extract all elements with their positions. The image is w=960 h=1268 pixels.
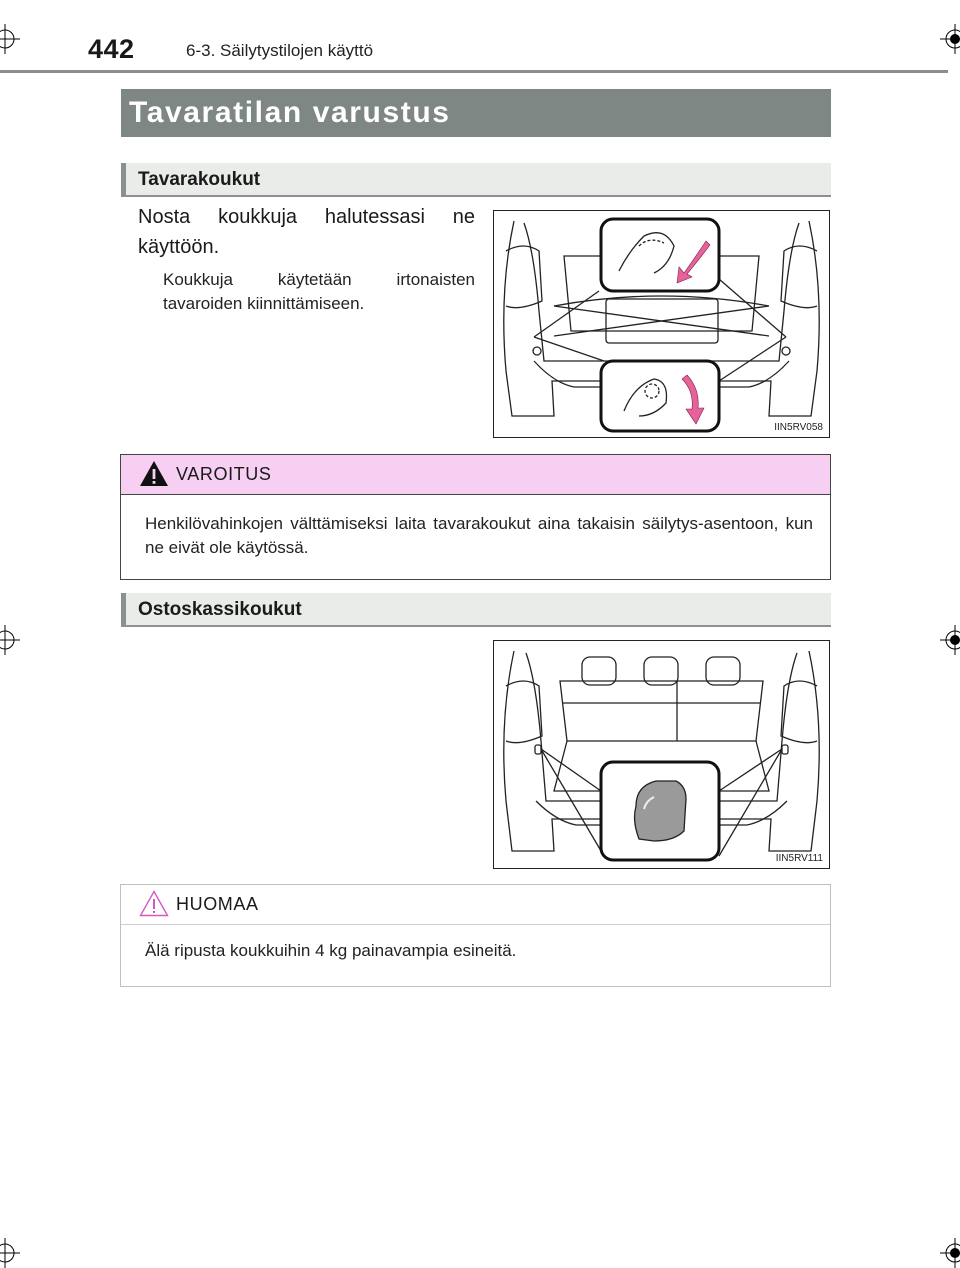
warning-box: [120, 454, 831, 580]
registration-mark: [0, 1238, 20, 1268]
figure-bag-hooks: [493, 640, 830, 869]
cargo-area-seats-illustration: [494, 641, 829, 868]
figure-code: IIN5RV058: [774, 422, 823, 433]
note-label: HUOMAA: [176, 894, 259, 914]
caution-triangle-icon: [139, 890, 169, 917]
section-heading-bag-hooks: Ostoskassikoukut: [121, 593, 831, 627]
registration-mark: [940, 1238, 960, 1268]
lead-text: Nosta koukkuja halutessasi ne käyttöön.: [138, 206, 475, 258]
warning-label: VAROITUS: [176, 464, 272, 484]
registration-mark: [940, 625, 960, 655]
lead-subtext: Koukkuja käytetään irtonaisten tavaroiden kiinnittämiseen.: [163, 270, 475, 313]
cargo-area-illustration: [494, 211, 829, 437]
section-heading-hooks: Tavarakoukut: [121, 163, 831, 197]
note-box: [120, 884, 831, 987]
page-number: 442: [88, 34, 135, 64]
page-title: Tavaratilan varustus: [121, 89, 831, 137]
registration-mark: [0, 24, 20, 54]
registration-mark: [940, 24, 960, 54]
warning-triangle-icon: [139, 460, 169, 487]
registration-mark: [0, 625, 20, 655]
figure-luggage-hooks: [493, 210, 830, 438]
header-rule: [0, 70, 948, 73]
note-text: Älä ripusta koukkuihin 4 kg painavampia esineitä.: [145, 941, 517, 960]
warning-header: [121, 455, 830, 495]
warning-text: Henkilövahinkojen välttämiseksi laita tavarakoukut aina takaisin säilytys-asentoon, kun ne eivät ole käytössä.: [145, 514, 813, 557]
figure-code: IIN5RV111: [775, 853, 823, 864]
note-header: [121, 885, 830, 925]
running-head: 6-3. Säilytystilojen käyttö: [186, 41, 374, 60]
